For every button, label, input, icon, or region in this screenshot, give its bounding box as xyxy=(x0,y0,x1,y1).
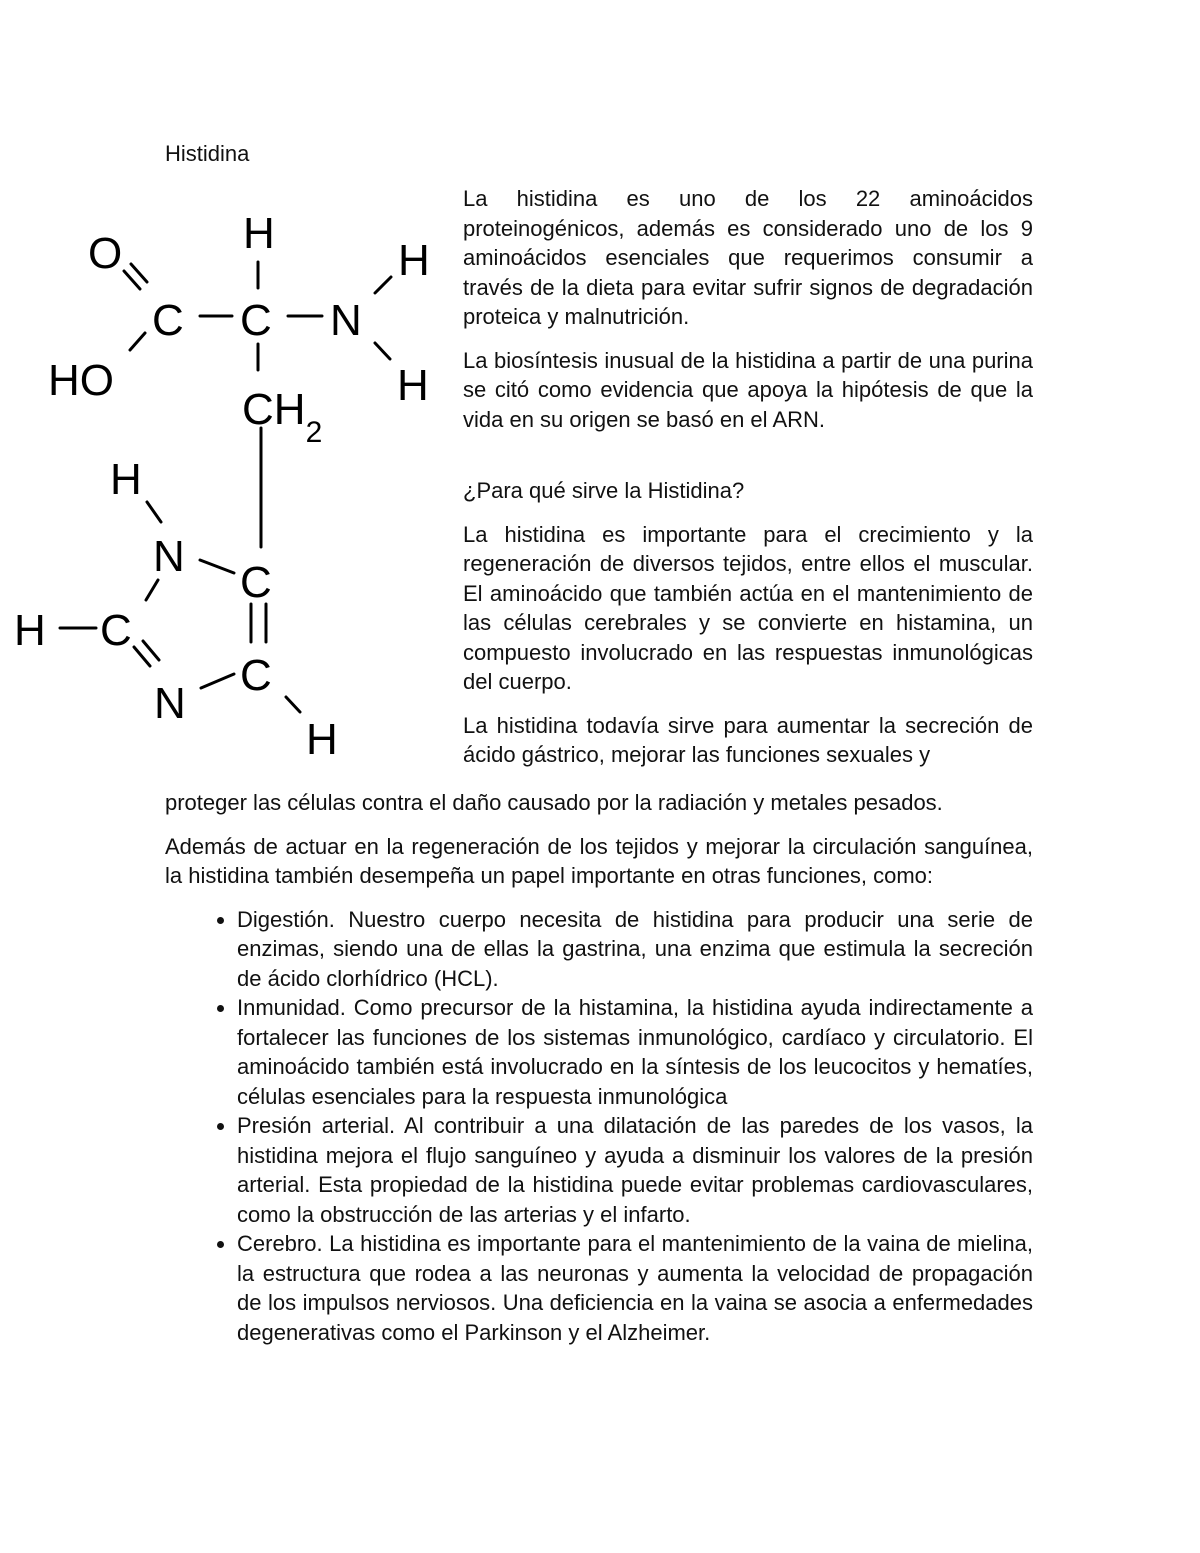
list-item-blood-pressure: • Presión arterial. Al contribuir a una dilatación de las paredes de los vasos, la histidina mejora el flujo sanguíneo y ayuda a disminuir los valores de la presión arterial. Esta propiedad de la histidina puede evitar problemas cardiovasculares, como la obstrucción de las arterias y el infarto. xyxy=(237,1111,1033,1229)
atom-ring-nitrogen-bottom: N xyxy=(154,679,186,728)
atom-ring-carbon-left: C xyxy=(100,606,132,655)
atom-amine-hydrogen-top: H xyxy=(398,236,430,285)
paragraph-biosynthesis: La biosíntesis inusual de la histidina a partir de una purina se citó como evidencia que apoya la hipótesis de que la vida en su origen se basó en el ARN. xyxy=(463,347,1033,432)
atom-ring-carbon-bottom: C xyxy=(240,651,272,700)
document-title: Histidina xyxy=(165,141,250,166)
full-width-body xyxy=(165,788,1033,1347)
atom-hydrogen-left: H xyxy=(14,606,46,655)
atom-amine-nitrogen: N xyxy=(330,296,362,345)
paragraph-functions-intro: Además de actuar en la regeneración de los tejidos y mejorar la circulación sanguínea, la histidina también desempeña un papel importante en otras funciones, como: xyxy=(165,833,1033,888)
list-item-immunity: • Inmunidad. Como precursor de la histamina, la histidina ayuda indirectamente a fortalecer las funciones de los sistemas inmunológico, cardíaco y circulatorio. El aminoácido también está involucrado en la síntesis de los leucocitos y hematíes, células esenciales para la respuesta inmunológica xyxy=(237,993,1033,1111)
atom-hydroxyl: HO xyxy=(48,356,114,405)
ch2-subscript: 2 xyxy=(305,416,323,449)
atom-oxygen: O xyxy=(88,229,123,278)
paragraph-intro: La histidina es uno de los 22 aminoácidos proteinogénicos, además es considerado uno de los 9 aminoácidos esenciales que requerimos consumir a través de la dieta para evitar sufrir signos de degradación proteica y malnutrición. xyxy=(463,186,1033,329)
histidine-structure-diagram xyxy=(0,190,460,770)
section-question: ¿Para qué sirve la Histidina? xyxy=(463,478,745,503)
list-item-digestion: • Digestión. Nuestro cuerpo necesita de histidina para producir una serie de enzimas, siendo una de ellas la gastrina, una enzima que estimula la secreción de ácido clorhídrico (HCL). xyxy=(237,905,1033,994)
paragraph-importance: La histidina es importante para el crecimiento y la regeneración de diversos tejidos, entre ellos el muscular. El aminoácido que también actúa en el mantenimiento de las células cerebrales y se convierte en histamina, un compuesto involucrado en las respuestas inmunológicas del cuerpo. xyxy=(463,521,1033,694)
atom-carboxyl-carbon: C xyxy=(152,296,184,345)
benefits-list xyxy=(165,905,1033,1348)
atom-ring-carbon-right: C xyxy=(240,558,272,607)
side-column xyxy=(463,184,1033,770)
atom-amine-hydrogen-bottom: H xyxy=(397,361,429,410)
atom-ring-nitrogen-top: N xyxy=(153,532,185,581)
atom-ch2: $CH_2$ xyxy=(242,385,323,449)
paragraph-uses-end: proteger las células contra el daño causado por la radiación y metales pesados. xyxy=(165,790,943,815)
atom-alpha-carbon: C xyxy=(240,296,272,345)
paragraph-uses-start: La histidina todavía sirve para aumentar la secreción de ácido gástrico, mejorar las funciones sexuales y xyxy=(463,712,1033,767)
list-item-brain: • Cerebro. La histidina es importante para el mantenimiento de la vaina de mielina, la estructura que rodea a las neuronas y aumenta la velocidad de propagación de los impulsos nerviosos. Una deficiencia en la vaina se asocia a enfermedades degenerativas como el Parkinson y el Alzheimer. xyxy=(237,1229,1033,1347)
atom-hydrogen-bottom: H xyxy=(306,715,338,764)
atom-ring-nh-hydrogen: H xyxy=(110,455,142,504)
atom-hydrogen-top: H xyxy=(243,209,275,258)
